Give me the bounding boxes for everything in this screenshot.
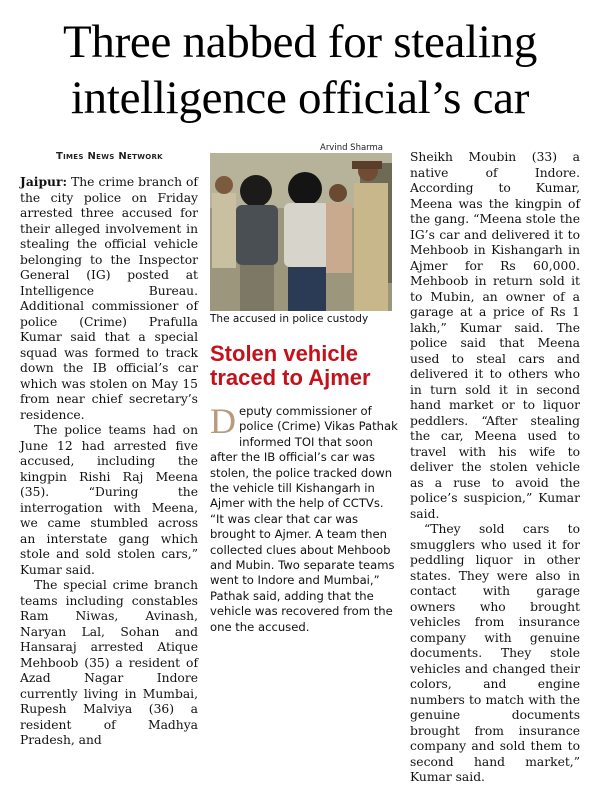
col1-text-1: The crime branch of the city police on Friday arrested three accused for their alleged involvement in stealing the official vehicle belonging to the Inspector General (IG) posted at Intelligence Bureau. Additional commissioner of police (Crime) Prafulla Kumar said that a special squad was formed to track down the IB official’s car which was stolen on May 15 from near chief secretary’s residence. (20, 175, 198, 422)
photo-credit: Arvind Sharma (320, 143, 384, 153)
photo-illustration (210, 153, 392, 311)
subheading: Stolen vehicle traced to Ajmer (210, 341, 371, 390)
column-3 (410, 150, 580, 786)
drop-cap: D (210, 401, 236, 441)
col1-paragraph-3: The special crime branch teams including constables Ram Niwas, Avinash, Naryan Lal, Sohan and Hansaraj arrested Atique Mehboob (35) a resident of Azad Nagar Indore currently living in Mumbai, Rupesh Malviya (36) a resident of Madhya Pradesh, and (20, 578, 198, 747)
photo-caption: The accused in police custody (210, 313, 369, 325)
col3-paragraph-1: Sheikh Moubin (33) a native of Indore. According to Kumar, Meena was the kingpin of the gang. “Meena stole the IG’s car and delivered it to Mehboob in Kishangarh in Ajmer for Rs 60,000. Mehboob in return sold it to Mubin, an owner of a garage at a price of Rs 1 lakh,” Kumar said. The police said that Meena used to steal cars and delivered it to others who in turn sold it in second hand market or to liquor peddlers. “After stealing the car, Meena used to travel with his wife to deliver the stolen vehicle as a ruse to avoid the police’s suspicion,” Kumar said. (410, 150, 580, 521)
col1-paragraph-2: The police teams had on June 12 had arrested five accused, including the kingpin Rishi Raj Meena (35). “During the interrogation with Meena, we came stumbled across an interstate gang which stole and sold stolen cars,” Kumar said. (20, 423, 198, 577)
headline-line-2: intelligence official’s car (70, 72, 530, 124)
byline: Times News Network (56, 151, 163, 162)
column-2 (210, 401, 400, 635)
news-photo (210, 153, 392, 311)
dateline: Jaipur: (20, 174, 68, 189)
column-1 (20, 174, 198, 749)
col3-paragraph-2: “They sold cars to smugglers who used it for peddling liquor in other states. They were also in contact with garage owners who brought vehicles from insurance company with genuine documents. They stole vehicles and changed their colors, and engine numbers to match with the genuine documents brought from insurance company and sold them to second hand market,” Kumar said. (410, 522, 580, 784)
headline-line-1: Three nabbed for stealing (62, 16, 538, 68)
col1-paragraph-1 (20, 174, 198, 423)
headline (20, 14, 580, 126)
col2-text: eputy commissioner of police (Crime) Vikas Pathak informed TOI that soon after the IB official’s car was stolen, the police tracked down the vehicle till Kishangarh in Ajmer with the help of CCTVs. “It was clear that car was brought to Ajmer. A team then collected clues about Mehboob and Mubin. Two separate teams went to Indore and Mumbai,” Pathak said, adding that the vehicle was recovered from the one the accused. (210, 404, 398, 634)
